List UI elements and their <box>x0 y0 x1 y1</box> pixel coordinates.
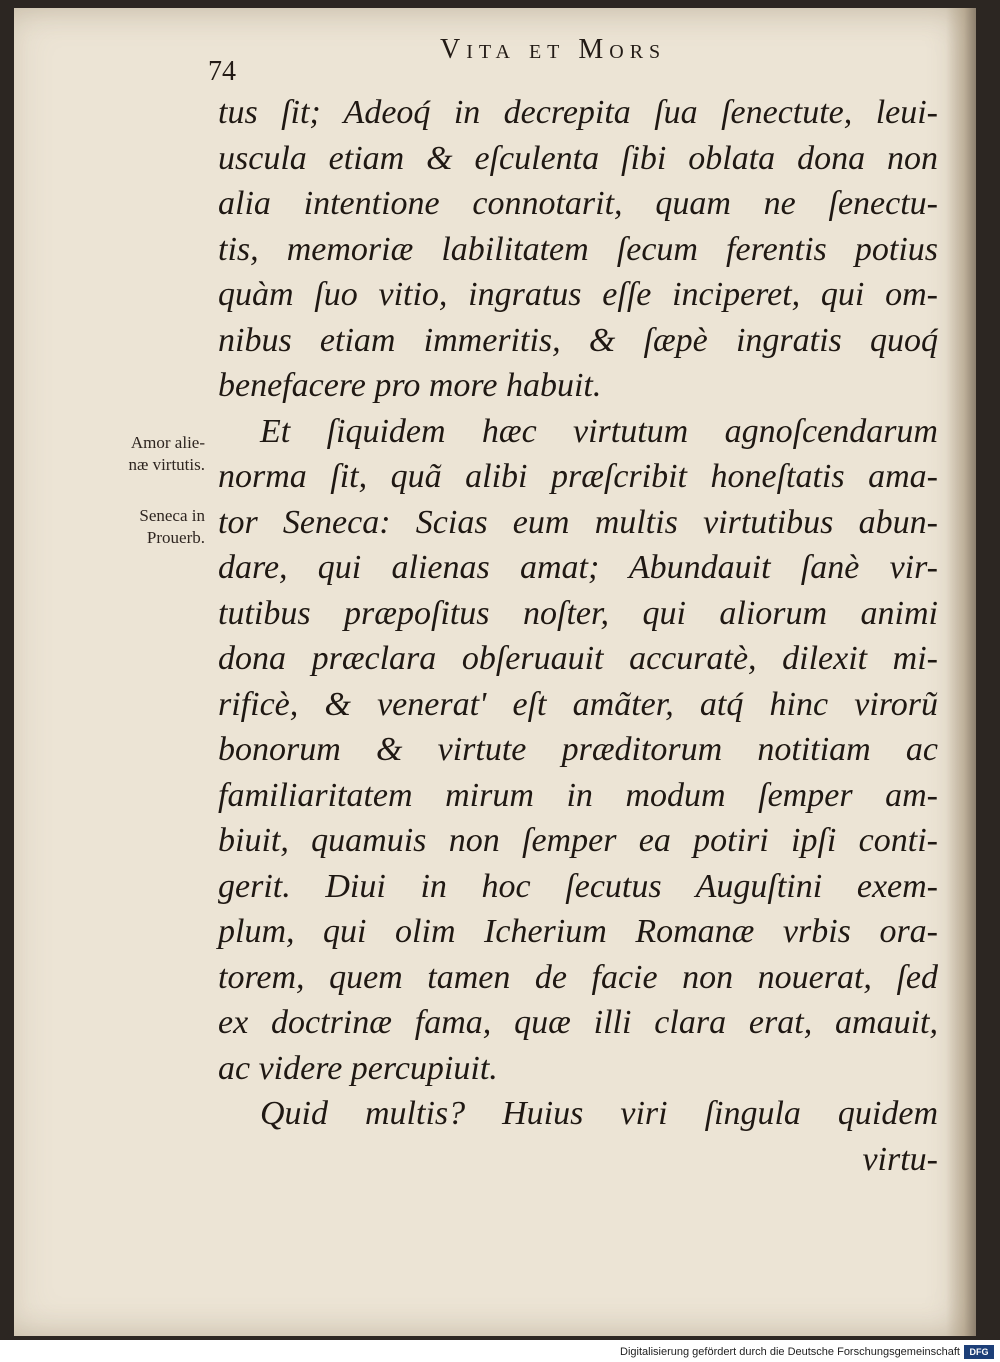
text-line: Et ſiquidem hæc virtutum agnoſcendarum <box>260 412 938 450</box>
body-text <box>218 90 938 1182</box>
text-line: plum, qui olim Icherium Romanæ vrbis ora- <box>218 913 938 950</box>
margin-note-amor: Amor alie- næ virtutis. <box>128 433 205 474</box>
text-line: nibus etiam immeritis, & ſæpè ingratis quoq́ <box>218 321 938 359</box>
text-line: gerit. Diui in hoc ſecutus Auguſtini exem- <box>218 867 938 905</box>
text-line: rificè, & venerat' eſt amãter, atq́ hinc virorũ <box>218 685 938 723</box>
margin-note-seneca: Seneca in Prouerb. <box>139 506 205 547</box>
footer-bar <box>0 1340 1000 1362</box>
text-line: tor Seneca: Scias eum multis virtutibus abun- <box>218 503 938 541</box>
text-line: tutibus præpoſitus noſter, qui aliorum animi <box>218 594 938 632</box>
running-head: Vita et Mors <box>440 34 667 65</box>
text-line: benefacere pro more habuit. <box>218 367 602 404</box>
text-line: tus ſit; Adeoq́ in decrepita ſua ſenectute, leui- <box>218 94 938 131</box>
text-line: norma ſit, quã alibi præſcribit honeſtatis ama- <box>218 458 938 495</box>
text-line: quàm ſuo vitio, ingratus eſſe inciperet, qui om- <box>218 276 938 313</box>
text-line: biuit, quamuis non ſemper ea potiri ipſi conti- <box>218 822 938 859</box>
text-line: bonorum & virtute præditorum notitiam ac <box>218 731 938 768</box>
text-line: Quid multis? Huius viri ſingula quidem <box>260 1095 938 1132</box>
text-line: torem, quem tamen de facie non nouerat, ſed <box>218 958 938 996</box>
text-line: familiaritatem mirum in modum ſemper am- <box>218 776 938 814</box>
funding-credit: Digitalisierung gefördert durch die Deutsche Forschungsgemeinschaft <box>620 1346 960 1358</box>
text-line: dare, qui alienas amat; Abundauit ſanè vir- <box>218 549 938 586</box>
text-line: dona præclara obſeruauit accuratè, dilexit mi- <box>218 640 938 677</box>
text-line: tis, memoriæ labilitatem ſecum ferentis potius <box>218 230 938 268</box>
text-line: ac videre percupiuit. <box>218 1049 498 1087</box>
dfg-logo: DFG <box>964 1345 994 1359</box>
page-gutter-shadow <box>946 8 976 1336</box>
text-line: uscula etiam & eſculenta ſibi oblata dona non <box>218 139 938 177</box>
text-line: alia intentione connotarit, quam ne ſenectu- <box>218 185 938 222</box>
text-line: ex doctrinæ fama, quæ illi clara erat, amauit, <box>218 1004 938 1041</box>
page-number: 74 <box>208 56 236 87</box>
catchword: virtu- <box>862 1140 938 1178</box>
